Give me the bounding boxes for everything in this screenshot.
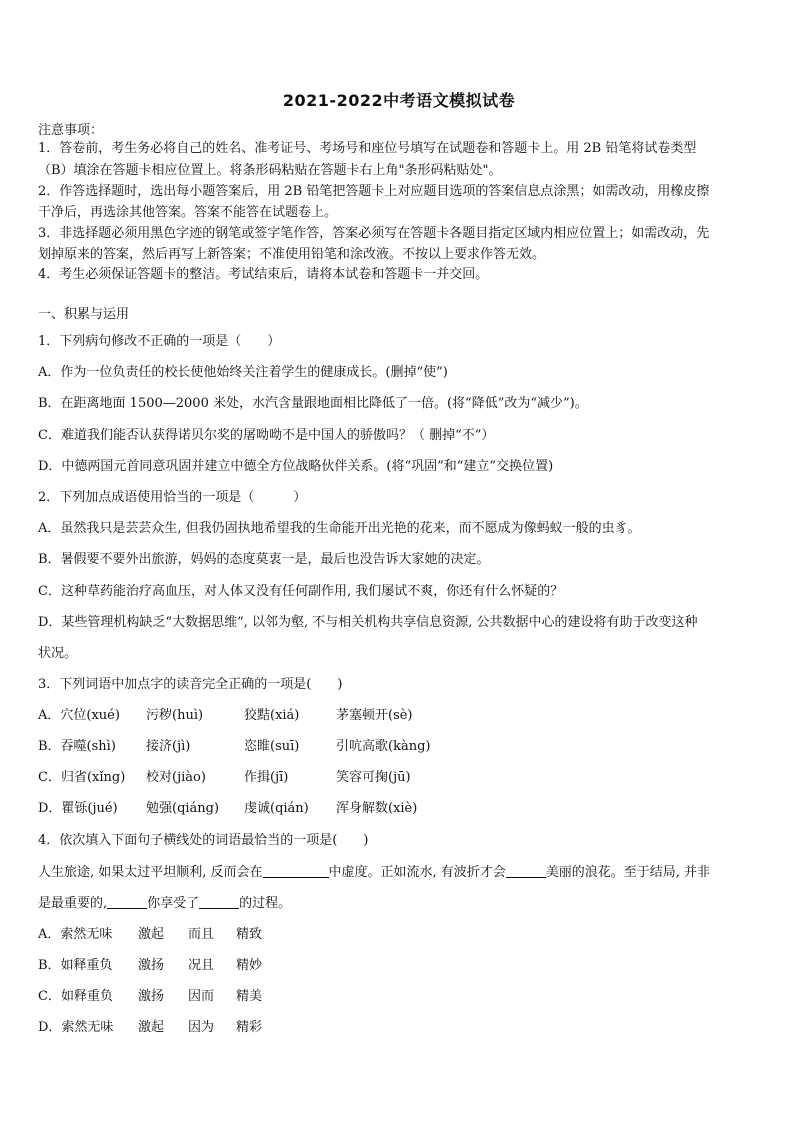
passage-text: 人生旅途, 如果太过平坦顺利, 反而会在 xyxy=(38,865,263,880)
option-cell: 引吭高歌(kàng) xyxy=(336,739,431,754)
option-cell: 况且 xyxy=(188,958,215,973)
question-stem: 3．下列词语中加点字的读音完全正确的一项是( ) xyxy=(38,677,343,692)
answer-option: A．作为一位负责任的校长使他始终关注着学生的健康成长。(删掉“使”) xyxy=(38,365,448,380)
option-cell: 而且 xyxy=(188,927,215,942)
option-cell: 笑容可掬(jū) xyxy=(336,770,411,785)
option-cell: 激起 xyxy=(138,1020,165,1035)
option-cell: 激扬 xyxy=(138,989,165,1004)
option-cell: D．瞿铄(jué) xyxy=(38,801,118,816)
question-stem: 4．依次填入下面句子横线处的词语最恰当的一项是( ) xyxy=(38,833,369,848)
option-cell: 虔诚(qián) xyxy=(244,801,309,816)
answer-option: A．虽然我只是芸芸众生, 但我仍固执地希望我的生命能开出光艳的花来，而不愿成为像蚂蚁一般的虫豸。 xyxy=(38,521,641,536)
option-cell: A．索然无味 xyxy=(38,927,113,942)
notice-line: （B）填涂在答题卡相应位置上。将条形码粘贴在答题卡右上角"条形码粘贴处"。 xyxy=(38,163,502,178)
answer-option-continued: 状况。 xyxy=(38,646,78,661)
option-cell: 激扬 xyxy=(138,958,165,973)
page-title: 2021-2022中考语文模拟试卷 xyxy=(282,91,516,110)
option-cell: 勉强(qiáng) xyxy=(146,801,220,816)
fill-blank xyxy=(199,894,239,909)
answer-option: D．某些管理机构缺乏“大数据思维”, 以邻为壑, 不与相关机构共享信息资源, 公共数据中心的建设将有助于改变这种 xyxy=(38,615,698,630)
option-cell: 污秽(huì) xyxy=(146,708,204,723)
section-heading: 一、积累与运用 xyxy=(38,307,130,322)
answer-option: C．难道我们能否认获得诺贝尔奖的屠呦呦不是中国人的骄傲吗？（ 删掉“不”） xyxy=(38,428,495,443)
option-cell: C．归省(xǐng) xyxy=(38,770,126,785)
passage-text: 的过程。 xyxy=(239,896,292,911)
passage-line xyxy=(38,894,291,913)
option-cell: A．穴位(xué) xyxy=(38,708,120,723)
option-cell: 精美 xyxy=(236,989,263,1004)
passage-text: 你享受了 xyxy=(147,896,200,911)
option-cell: 激起 xyxy=(138,927,165,942)
notice-heading: 注意事项： xyxy=(38,123,104,138)
option-cell: 浑身解数(xiè) xyxy=(336,801,418,816)
notice-line: 划掉原来的答案，然后再写上新答案；不准使用铅笔和涂改液。不按以上要求作答无效。 xyxy=(38,247,546,262)
option-cell: 因为 xyxy=(188,1020,215,1035)
option-cell: B．如释重负 xyxy=(38,958,113,973)
question-stem: 2．下列加点成语使用恰当的一项是（ ） xyxy=(38,490,307,505)
option-cell: 精致 xyxy=(236,927,263,942)
option-cell: 校对(jiào) xyxy=(146,770,206,785)
option-cell: C．如释重负 xyxy=(38,989,113,1004)
option-cell: 茅塞顿开(sè) xyxy=(336,708,413,723)
option-cell: 精彩 xyxy=(236,1020,263,1035)
option-cell: B．吞噬(shì) xyxy=(38,739,116,754)
notice-line: 干净后，再选涂其他答案。答案不能答在试题卷上。 xyxy=(38,205,338,220)
fill-blank xyxy=(107,894,147,909)
passage-text: 中虚度。正如流水, 有波折才会 xyxy=(328,865,506,880)
fill-blank xyxy=(263,863,329,878)
answer-option: B．暑假要不要外出旅游，妈妈的态度莫衷一是，最后也没告诉大家她的决定。 xyxy=(38,552,490,567)
option-cell: 恣睢(suī) xyxy=(244,739,300,754)
notice-line: 2．作答选择题时，选出每小题答案后，用 2B 铅笔把答题卡上对应题目选项的答案信息点涂黑；如需改动，用橡皮擦 xyxy=(38,184,710,199)
option-cell: 作揖(jī) xyxy=(244,770,289,785)
notice-line: 4．考生必须保证答题卡的整洁。考试结束后，请将本试卷和答题卡一并交回。 xyxy=(38,267,489,282)
notice-line: 3．非选择题必须用黑色字迹的钢笔或签字笔作答，答案必须写在答题卡各题目指定区域内相应位置上；如需改动，先 xyxy=(38,226,710,241)
option-cell: 因而 xyxy=(188,989,215,1004)
option-cell: 精妙 xyxy=(236,958,263,973)
question-stem: 1．下列病句修改不正确的一项是（ ） xyxy=(38,334,281,349)
fill-blank xyxy=(506,863,546,878)
option-cell: D．索然无味 xyxy=(38,1020,114,1035)
option-cell: 接济(jì) xyxy=(146,739,191,754)
answer-option: B．在距离地面 1500—2000 米处，水汽含量跟地面相比降低了一倍。(将“降低”改为“减少”)。 xyxy=(38,396,588,411)
answer-option: D．中德两国元首同意巩固并建立中德全方位战略伙伴关系。(将“巩固”和“建立”交换位置) xyxy=(38,459,554,474)
passage-line xyxy=(38,863,710,882)
notice-line: 1．答卷前，考生务必将自己的姓名、准考证号、考场号和座位号填写在试题卷和答题卡上。用 2B 铅笔将试卷类型 xyxy=(38,141,697,156)
option-cell: 狡黠(xiá) xyxy=(244,708,300,723)
answer-option: C．这种草药能治疗高血压，对人体又没有任何副作用, 我们屡试不爽，你还有什么怀疑的？ xyxy=(38,584,564,599)
passage-text: 美丽的浪花。至于结局, 并非 xyxy=(545,865,711,880)
passage-text: 是最重要的, xyxy=(38,896,108,911)
